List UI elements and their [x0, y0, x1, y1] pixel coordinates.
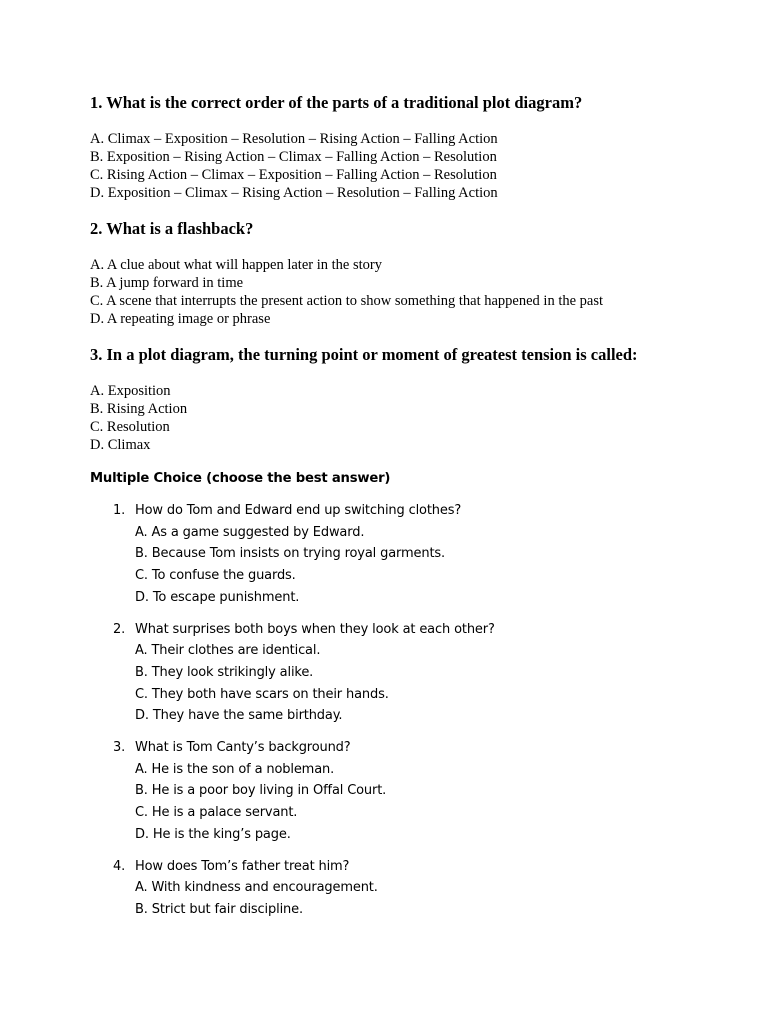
option-b: B. A jump forward in time — [90, 275, 244, 291]
option-b: B. Rising Action — [90, 401, 188, 417]
option-b: B. Strict but fair discipline. — [135, 901, 303, 917]
option-d: D. They have the same birthday. — [135, 708, 343, 724]
option-d: D. He is the king’s page. — [135, 826, 291, 842]
item-number: 4. — [113, 858, 126, 874]
item-question: What surprises both boys when they look at each other? — [135, 621, 495, 637]
question-title: 1. What is the correct order of the parts of a traditional plot diagram? — [90, 93, 583, 112]
option-c: C. To confuse the guards. — [135, 568, 296, 584]
question-2 — [90, 219, 730, 328]
item-number: 3. — [113, 740, 126, 756]
option-a: A. Climax – Exposition – Resolution – Rising Action – Falling Action — [90, 131, 498, 147]
multiple-choice-list — [90, 500, 730, 921]
list-item — [90, 737, 730, 846]
section-heading: Multiple Choice (choose the best answer) — [90, 471, 391, 486]
question-title: 2. What is a flashback? — [90, 219, 254, 238]
option-a: A. With kindness and encouragement. — [135, 880, 378, 896]
option-a: A. Exposition — [90, 383, 171, 399]
option-a: A. A clue about what will happen later in the story — [90, 257, 382, 273]
list-item — [90, 856, 730, 921]
item-question: How do Tom and Edward end up switching clothes? — [135, 503, 462, 518]
option-b: B. He is a poor boy living in Offal Court. — [135, 783, 387, 799]
option-d: D. Exposition – Climax – Rising Action – Resolution – Falling Action — [90, 185, 498, 201]
list-item — [90, 500, 730, 609]
item-number: 1. — [113, 503, 126, 518]
document-body — [90, 93, 730, 931]
option-c: C. He is a palace servant. — [135, 805, 298, 821]
question-3 — [90, 345, 730, 454]
option-c: C. Rising Action – Climax – Exposition – Falling Action – Resolution — [90, 167, 497, 183]
item-question: What is Tom Canty’s background? — [135, 740, 351, 756]
question-options — [90, 130, 730, 202]
option-b: B. Because Tom insists on trying royal garments. — [135, 546, 445, 562]
option-d: D. Climax — [90, 437, 151, 453]
item-number: 2. — [113, 621, 126, 637]
option-b: B. They look strikingly alike. — [135, 664, 314, 680]
option-c: C. They both have scars on their hands. — [135, 686, 389, 702]
question-options — [90, 382, 730, 454]
option-d: D. A repeating image or phrase — [90, 311, 271, 327]
question-options — [90, 256, 730, 328]
option-c: C. Resolution — [90, 419, 170, 435]
list-item — [90, 619, 730, 728]
item-question: How does Tom’s father treat him? — [135, 858, 350, 874]
question-1 — [90, 93, 730, 202]
question-title: 3. In a plot diagram, the turning point or moment of greatest tension is called: — [90, 345, 638, 364]
option-c: C. A scene that interrupts the present action to show something that happened in the past — [90, 293, 604, 309]
option-a: A. Their clothes are identical. — [135, 643, 321, 659]
option-a: A. As a game suggested by Edward. — [135, 524, 365, 540]
option-b: B. Exposition – Rising Action – Climax – Falling Action – Resolution — [90, 149, 497, 165]
option-a: A. He is the son of a nobleman. — [135, 761, 335, 777]
option-d: D. To escape punishment. — [135, 589, 300, 605]
